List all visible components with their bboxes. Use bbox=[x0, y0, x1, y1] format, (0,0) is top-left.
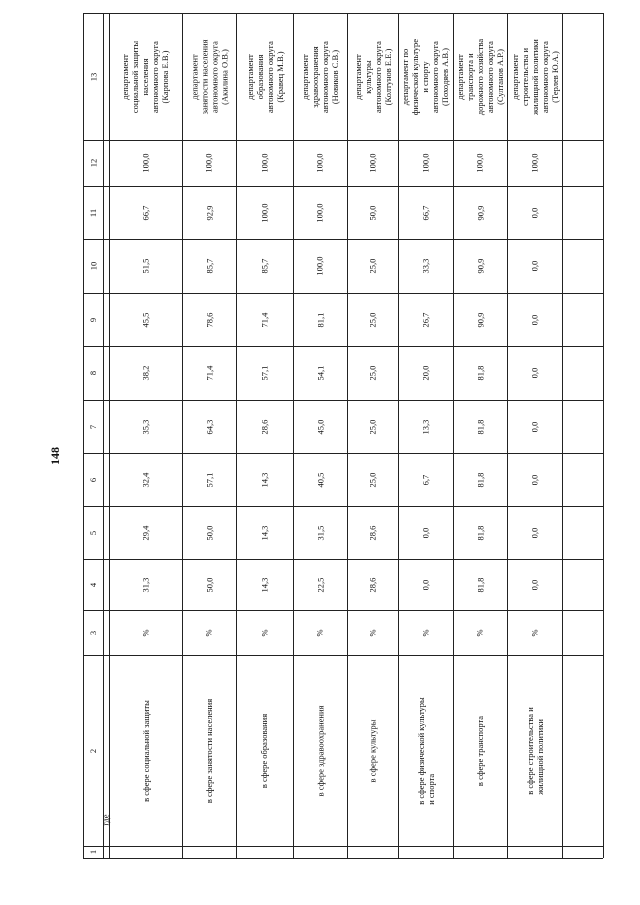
row-0-responsible bbox=[109, 13, 182, 140]
row-1-value-9 bbox=[182, 293, 236, 346]
row-6-value-9-text: 90,9 bbox=[475, 312, 485, 327]
column-header-4-text: 4 bbox=[88, 582, 98, 587]
row-2-value-4-text: 14,3 bbox=[259, 577, 270, 592]
row-1-value-9-text: 78,6 bbox=[204, 312, 214, 327]
row-0-value-6 bbox=[109, 453, 182, 506]
row-0-value-5-text: 29,4 bbox=[140, 525, 151, 540]
row-2-value-9-text: 71,4 bbox=[259, 312, 270, 327]
row-5-value-10-text: 33,3 bbox=[420, 258, 431, 274]
row-1-unit bbox=[182, 610, 236, 655]
column-header-10 bbox=[83, 239, 103, 293]
row-4-responsible bbox=[347, 13, 398, 140]
row-0-value-7-text: 35,3 bbox=[140, 419, 151, 434]
row-3-value-11-text: 100,0 bbox=[315, 202, 325, 223]
row-1-unit-text: % bbox=[204, 628, 214, 637]
row-1-value-10 bbox=[182, 239, 236, 293]
row-2-value-9 bbox=[236, 293, 293, 346]
row-1-label-text: в сфере занятости населения bbox=[204, 698, 214, 803]
column-header-4 bbox=[83, 559, 103, 610]
row-7-unit bbox=[507, 610, 562, 655]
row-2-value-12-text: 100,0 bbox=[259, 153, 270, 173]
row-6-value-6-text: 81,8 bbox=[475, 472, 485, 487]
row-3-value-7-text: 45,0 bbox=[315, 419, 325, 434]
column-header-10-text: 10 bbox=[88, 261, 98, 271]
row-2-value-11 bbox=[236, 186, 293, 239]
row-0-label-text: в сфере социальной защиты bbox=[140, 699, 151, 802]
row-6-value-12 bbox=[453, 140, 507, 186]
row-7-value-9 bbox=[507, 293, 562, 346]
row-6-value-8-text: 81,8 bbox=[475, 365, 485, 381]
column-header-6 bbox=[83, 453, 103, 506]
row-0-value-11 bbox=[109, 186, 182, 239]
row-7-value-10-text: 0,0 bbox=[529, 260, 540, 272]
row-7-value-8 bbox=[507, 346, 562, 400]
row-1-label bbox=[182, 655, 236, 846]
row-3-value-10-text: 100,0 bbox=[315, 256, 325, 276]
row-7-responsible-text: департамент строительства и жилищной политики автономного округа (Терлев Ю.А.) bbox=[509, 38, 560, 115]
row-4-unit bbox=[347, 610, 398, 655]
row-4-value-4 bbox=[347, 559, 398, 610]
row-0-value-12 bbox=[109, 140, 182, 186]
row-6-value-9 bbox=[453, 293, 507, 346]
row-1-value-11-text: 92,9 bbox=[204, 205, 214, 220]
row-7-label-text: в сфере строительства и жилищной политики bbox=[524, 706, 545, 795]
row-1-responsible bbox=[182, 13, 236, 140]
row-5-value-9-text: 26,7 bbox=[420, 312, 431, 327]
row-5-unit bbox=[398, 610, 453, 655]
row-5-value-7 bbox=[398, 400, 453, 453]
row-5-label bbox=[398, 655, 453, 846]
row-0-value-9 bbox=[109, 293, 182, 346]
row-6-value-4 bbox=[453, 559, 507, 610]
row-1-value-7 bbox=[182, 400, 236, 453]
row-4-value-8-text: 25,0 bbox=[367, 365, 378, 381]
column-header-11-text: 11 bbox=[88, 208, 98, 217]
row-0-value-5 bbox=[109, 506, 182, 559]
row-1-value-10-text: 85,7 bbox=[204, 258, 214, 274]
row-2-value-8-text: 57,1 bbox=[259, 365, 270, 381]
row-4-value-5-text: 28,6 bbox=[367, 525, 378, 540]
column-header-13 bbox=[83, 13, 103, 140]
row-1-value-5-text: 50,0 bbox=[204, 525, 214, 540]
row-5-value-6 bbox=[398, 453, 453, 506]
row-1-value-5 bbox=[182, 506, 236, 559]
row-5-value-10 bbox=[398, 239, 453, 293]
row-0-label bbox=[109, 655, 182, 846]
row-0-value-4-text: 31,3 bbox=[140, 577, 151, 592]
row-3-responsible-text: департамент здравоохранения автономного округа (Новиков С.В.) bbox=[300, 40, 341, 113]
row-5-responsible-text: департамент по физической культуре и спорту автономного округа (Походяев А.В.) bbox=[400, 38, 451, 115]
column-header-3 bbox=[83, 610, 103, 655]
row-2-value-7-text: 28,6 bbox=[259, 419, 270, 434]
row-2-value-10 bbox=[236, 239, 293, 293]
row-5-value-12-text: 100,0 bbox=[420, 153, 431, 173]
row-1-value-11 bbox=[182, 186, 236, 239]
row-7-value-8-text: 0,0 bbox=[529, 367, 540, 379]
row-5-value-8-text: 20,0 bbox=[420, 365, 431, 381]
row-3-value-7 bbox=[293, 400, 347, 453]
row-7-value-11 bbox=[507, 186, 562, 239]
row-1-value-4 bbox=[182, 559, 236, 610]
row-2-value-11-text: 100,0 bbox=[259, 202, 270, 223]
row-3-value-9-text: 81,1 bbox=[315, 312, 325, 327]
row-4-value-7-text: 25,0 bbox=[367, 419, 378, 434]
row-4-value-12-text: 100,0 bbox=[367, 153, 378, 173]
row-6-value-12-text: 100,0 bbox=[475, 153, 485, 173]
row-2-value-4 bbox=[236, 559, 293, 610]
row-3-value-8-text: 54,1 bbox=[315, 365, 325, 381]
row-1-value-8 bbox=[182, 346, 236, 400]
row-6-label bbox=[453, 655, 507, 846]
row-6-unit bbox=[453, 610, 507, 655]
row-4-value-7 bbox=[347, 400, 398, 453]
table-rule bbox=[603, 13, 604, 858]
column-header-5 bbox=[83, 506, 103, 559]
row-3-value-12-text: 100,0 bbox=[315, 153, 325, 173]
row-5-value-12 bbox=[398, 140, 453, 186]
row-5-responsible bbox=[398, 13, 453, 140]
row-5-value-5-text: 0,0 bbox=[420, 527, 431, 538]
row-6-value-8 bbox=[453, 346, 507, 400]
row-3-value-4 bbox=[293, 559, 347, 610]
row-2-unit bbox=[236, 610, 293, 655]
row-2-value-6 bbox=[236, 453, 293, 506]
column-header-12 bbox=[83, 140, 103, 186]
row-6-value-4-text: 81,8 bbox=[475, 577, 485, 592]
row-2-value-12 bbox=[236, 140, 293, 186]
row-2-value-8 bbox=[236, 346, 293, 400]
row-7-value-7-text: 0,0 bbox=[529, 421, 540, 432]
column-header-11 bbox=[83, 186, 103, 239]
row-0-unit-text: % bbox=[140, 628, 151, 637]
row-4-value-8 bbox=[347, 346, 398, 400]
column-header-1-text: 1 bbox=[88, 849, 98, 855]
row-2-value-10-text: 85,7 bbox=[259, 258, 270, 274]
row-4-value-11-text: 50,0 bbox=[367, 205, 378, 220]
row-7-unit-text: % bbox=[529, 628, 540, 637]
row-1-value-12 bbox=[182, 140, 236, 186]
row-4-value-4-text: 28,6 bbox=[367, 577, 378, 592]
column-header-12-text: 12 bbox=[88, 158, 98, 168]
row-3-value-5 bbox=[293, 506, 347, 559]
row-3-value-9 bbox=[293, 293, 347, 346]
row-0-responsible-text: департамент социальной защиты населения автономного округа (Карпова Е.В.) bbox=[120, 40, 171, 113]
row-0-value-9-text: 45,5 bbox=[140, 312, 151, 327]
row-2-value-5 bbox=[236, 506, 293, 559]
row-6-value-7-text: 81,8 bbox=[475, 419, 485, 434]
row-5-value-8 bbox=[398, 346, 453, 400]
row-1-value-12-text: 100,0 bbox=[204, 153, 214, 173]
row-6-value-10 bbox=[453, 239, 507, 293]
row-7-value-4 bbox=[507, 559, 562, 610]
page-number: 148 bbox=[48, 447, 62, 465]
row-6-value-10-text: 90,9 bbox=[475, 258, 485, 274]
row-5-value-5 bbox=[398, 506, 453, 559]
column-header-7-text: 7 bbox=[88, 424, 98, 429]
row-2-unit-text: % bbox=[259, 628, 270, 637]
row-5-unit-text: % bbox=[420, 628, 431, 637]
row-1-value-6 bbox=[182, 453, 236, 506]
column-header-9-text: 9 bbox=[88, 317, 98, 322]
table-rule bbox=[103, 13, 104, 858]
row-3-unit bbox=[293, 610, 347, 655]
row-4-unit-text: % bbox=[367, 628, 378, 637]
row-4-label bbox=[347, 655, 398, 846]
row-1-value-7-text: 64,3 bbox=[204, 419, 214, 434]
row-5-value-7-text: 13,3 bbox=[420, 419, 431, 434]
row-7-value-9-text: 0,0 bbox=[529, 314, 540, 325]
row-6-value-5-text: 81,8 bbox=[475, 525, 485, 540]
row-7-value-7 bbox=[507, 400, 562, 453]
column-header-1 bbox=[83, 846, 103, 858]
row-4-label-text: в сфере культуры bbox=[367, 719, 378, 782]
row-5-value-11 bbox=[398, 186, 453, 239]
row-0-value-4 bbox=[109, 559, 182, 610]
column-header-2-text: 2 bbox=[88, 748, 98, 753]
row-0-value-12-text: 100,0 bbox=[140, 153, 151, 173]
row-2-value-6-text: 14,3 bbox=[259, 472, 270, 487]
table-rule bbox=[83, 846, 603, 847]
row-4-responsible-text: департамент культуры автономного округа (Колтунов Е.Е.) bbox=[352, 40, 393, 113]
row-2-value-7 bbox=[236, 400, 293, 453]
row-1-value-8-text: 71,4 bbox=[204, 365, 214, 381]
row-1-value-4-text: 50,0 bbox=[204, 577, 214, 592]
row-6-responsible bbox=[453, 13, 507, 140]
column-header-8 bbox=[83, 346, 103, 400]
row-4-value-6-text: 25,0 bbox=[367, 472, 378, 487]
row-7-label bbox=[507, 655, 562, 846]
row-4-value-5 bbox=[347, 506, 398, 559]
row-6-value-7 bbox=[453, 400, 507, 453]
row-2-responsible-text: департамент образования автономного округа (Кравец М.В.) bbox=[244, 40, 285, 113]
row-5-value-9 bbox=[398, 293, 453, 346]
row-3-value-6-text: 40,5 bbox=[315, 472, 325, 487]
row-0-value-8 bbox=[109, 346, 182, 400]
row-2-label-text: в сфере образования bbox=[259, 713, 270, 788]
row-3-value-10 bbox=[293, 239, 347, 293]
row-0-value-10 bbox=[109, 239, 182, 293]
row-5-value-6-text: 6,7 bbox=[420, 474, 431, 485]
column-header-13-text: 13 bbox=[88, 72, 98, 81]
row-7-value-4-text: 0,0 bbox=[529, 579, 540, 590]
table-rule bbox=[83, 858, 603, 859]
row-7-value-6-text: 0,0 bbox=[529, 474, 540, 485]
row-4-value-12 bbox=[347, 140, 398, 186]
row-7-value-10 bbox=[507, 239, 562, 293]
row-3-value-6 bbox=[293, 453, 347, 506]
column-header-5-text: 5 bbox=[88, 530, 98, 535]
row-6-value-6 bbox=[453, 453, 507, 506]
row-7-value-5-text: 0,0 bbox=[529, 527, 540, 538]
row-0-value-8-text: 38,2 bbox=[140, 365, 151, 381]
row-4-value-9-text: 25,0 bbox=[367, 312, 378, 327]
row-4-value-6 bbox=[347, 453, 398, 506]
row-4-value-10-text: 25,0 bbox=[367, 258, 378, 274]
row-0-value-10-text: 51,5 bbox=[140, 258, 151, 274]
row-6-value-11 bbox=[453, 186, 507, 239]
row-2-label bbox=[236, 655, 293, 846]
row-7-value-12-text: 100,0 bbox=[529, 153, 540, 173]
table-rule bbox=[562, 13, 563, 858]
column-header-3-text: 3 bbox=[88, 630, 98, 635]
row-3-value-4-text: 22,5 bbox=[315, 577, 325, 592]
row-2-value-5-text: 14,3 bbox=[259, 525, 270, 540]
row-7-value-11-text: 0,0 bbox=[529, 207, 540, 218]
row-3-label-text: в сфере здравоохранения bbox=[315, 705, 325, 796]
row-3-unit-text: % bbox=[315, 628, 325, 637]
row-7-responsible bbox=[507, 13, 562, 140]
row-5-value-4 bbox=[398, 559, 453, 610]
where-label-text: где bbox=[101, 813, 112, 826]
row-3-label bbox=[293, 655, 347, 846]
row-3-responsible bbox=[293, 13, 347, 140]
column-header-6-text: 6 bbox=[88, 477, 98, 482]
row-5-value-11-text: 66,7 bbox=[420, 205, 431, 220]
row-6-responsible-text: департамент транспорта и дорожного хозяйства автономного округа (Султанов А.Р.) bbox=[455, 38, 505, 115]
row-3-value-11 bbox=[293, 186, 347, 239]
row-6-label-text: в сфере транспорта bbox=[475, 715, 486, 786]
row-5-value-4-text: 0,0 bbox=[420, 579, 431, 590]
row-6-unit-text: % bbox=[475, 628, 485, 637]
row-3-value-5-text: 31,5 bbox=[315, 525, 325, 540]
row-7-value-6 bbox=[507, 453, 562, 506]
row-4-value-11 bbox=[347, 186, 398, 239]
row-3-value-8 bbox=[293, 346, 347, 400]
row-4-value-9 bbox=[347, 293, 398, 346]
row-0-unit bbox=[109, 610, 182, 655]
row-1-value-6-text: 57,1 bbox=[204, 472, 214, 487]
column-header-9 bbox=[83, 293, 103, 346]
row-7-value-5 bbox=[507, 506, 562, 559]
column-header-7 bbox=[83, 400, 103, 453]
row-4-value-10 bbox=[347, 239, 398, 293]
row-1-responsible-text: департамент занятости населения автономного округа (Акилина О.В.) bbox=[189, 39, 229, 114]
row-6-value-11-text: 90,9 bbox=[475, 205, 485, 220]
data-table bbox=[83, 13, 603, 858]
row-2-responsible bbox=[236, 13, 293, 140]
row-0-value-11-text: 66,7 bbox=[140, 205, 151, 220]
row-0-value-6-text: 32,4 bbox=[140, 472, 151, 487]
row-7-value-12 bbox=[507, 140, 562, 186]
column-header-8-text: 8 bbox=[88, 370, 98, 376]
row-0-value-7 bbox=[109, 400, 182, 453]
row-6-value-5 bbox=[453, 506, 507, 559]
row-5-label-text: в сфере физической культуры и спорта bbox=[415, 696, 436, 805]
row-3-value-12 bbox=[293, 140, 347, 186]
